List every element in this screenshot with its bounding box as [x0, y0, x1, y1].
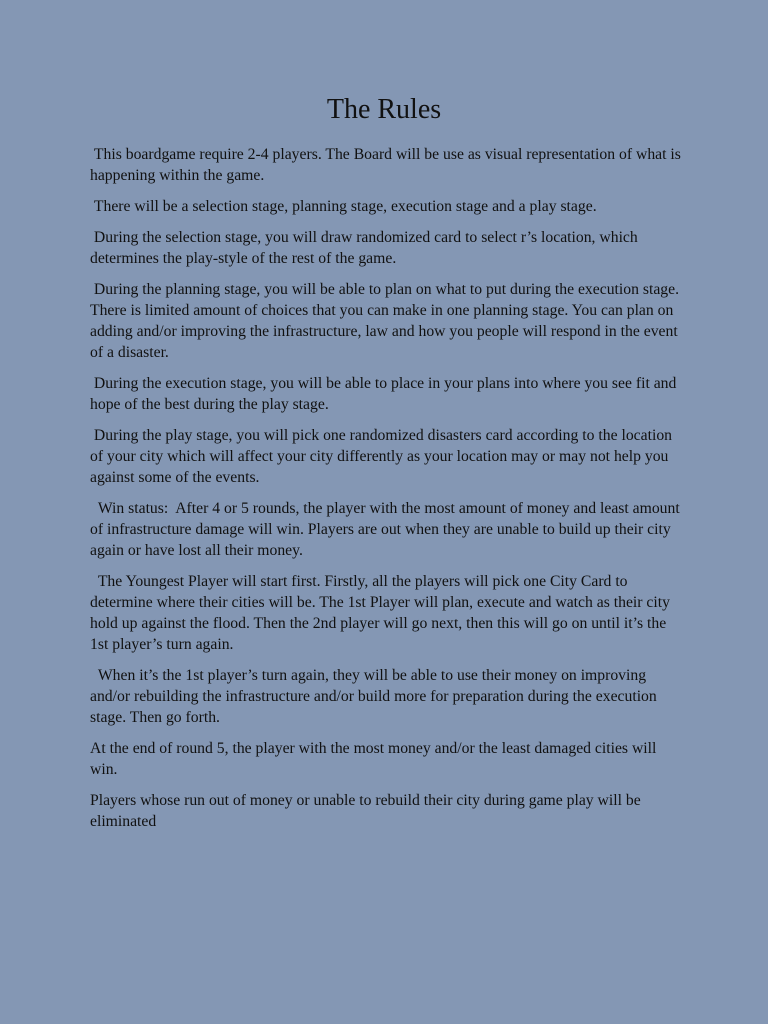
rules-paragraph-11: Players whose run out of money or unable to rebuild their city during game play will be eliminated [90, 792, 645, 830]
rules-paragraph-5: During the execution stage, you will be able to place in your plans into where you see fit and hope of the best during the play stage. [90, 375, 681, 413]
page-title: The Rules [326, 94, 442, 125]
rules-paragraph-2: There will be a selection stage, planning stage, execution stage and a play stage. [90, 198, 597, 215]
rules-paragraph-8: The Youngest Player will start first. Firstly, all the players will pick one City Card to determine where their cities will be. The 1st Player will plan, execute and watch as their city hold up against the flood. Then the 2nd player will go next, then this will go on until it’s the 1st player’s turn again. [90, 573, 674, 653]
rules-paragraph-6: During the play stage, you will pick one randomized disasters card according to the location of your city which will affect your city differently as your location may or may not help you against some of the events. [90, 427, 676, 486]
rules-paragraph-3: During the selection stage, you will draw randomized card to select r’s location, which determines the play-style of the rest of the game. [90, 229, 642, 267]
rules-body [90, 144, 685, 842]
rules-paragraph-4: During the planning stage, you will be able to plan on what to put during the execution stage. There is limited amount of choices that you can make in one planning stage. You can plan on adding and/or improving the infrastructure, law and how you people will respond in the event of a disaster. [90, 281, 683, 361]
rules-paragraph-1: This boardgame require 2-4 players. The Board will be use as visual representation of what is happening within the game. [90, 146, 685, 184]
rules-paragraph-10: At the end of round 5, the player with the most money and/or the least damaged cities will win. [90, 740, 661, 778]
rules-paragraph-7: Win status: After 4 or 5 rounds, the player with the most amount of money and least amount of infrastructure damage will win. Players are out when they are unable to build up their city again or have lost all their money. [90, 500, 684, 559]
rules-paragraph-9: When it’s the 1st player’s turn again, they will be able to use their money on improving and/or rebuilding the infrastructure and/or build more for preparation during the execution stage. Then go forth. [90, 667, 661, 726]
